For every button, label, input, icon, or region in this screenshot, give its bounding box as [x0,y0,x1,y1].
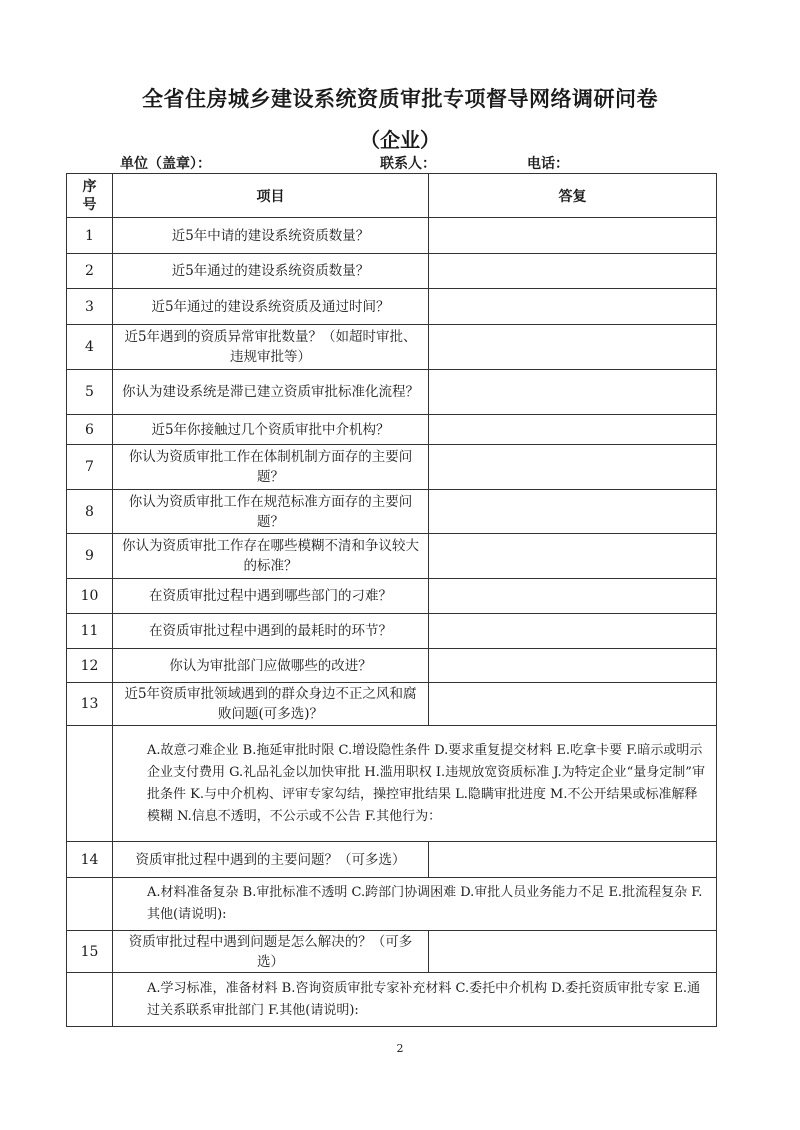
row-number: 15 [67,931,113,973]
table-row [67,490,717,534]
row-number: 9 [67,534,113,579]
row-number-empty [67,878,113,931]
table-row [67,534,717,579]
row-question: 在资质审批过程中遇到哪些部门的刁难？ [113,579,429,614]
table-row [67,289,717,325]
unit-label: 单位（盖章）： [120,156,211,172]
row-number: 3 [67,289,113,325]
row-question: 近5年中请的建设系统资质数量？ [113,218,429,254]
table-row [67,370,717,415]
row-question: 近5年遇到的资质异常审批数量？（如超时审批、违规审批等） [113,325,429,370]
row-question: 资质审批过程中遇到的主要问题？（可多选） [113,842,429,878]
row-question: 近5年通过的建设系统资质数量？ [113,254,429,289]
table-row [67,614,717,649]
answer-cell[interactable] [429,579,717,614]
row-question: 你认为建设系统是滞已建立资质审批标准化流程？ [113,370,429,415]
row-question: 近5年资质审批领域遇到的群众身边不正之风和腐败问题(可多选)？ [113,683,429,726]
header-answer: 答复 [429,174,717,218]
table-row [67,445,717,490]
row-question: 在资质审批过程中遇到的最耗时的环节？ [113,614,429,649]
answer-cell[interactable] [429,325,717,370]
row-question: 资质审批过程中遇到问题是怎么解决的？（可多选） [113,931,429,973]
contact-label: 联系人： [380,156,436,172]
answer-cell[interactable] [429,289,717,325]
row-question: 你认为审批部门应做哪些的改进？ [113,649,429,683]
row-question: 近5年你接触过几个资质审批中介机构？ [113,415,429,445]
answer-cell[interactable] [429,649,717,683]
header-no: 序号 [67,174,113,218]
row-question: 你认为资质审批工作存在哪些模糊不清和争议较大的标准？ [113,534,429,579]
options-row [67,973,717,1027]
survey-table [66,173,717,1027]
header-item: 项目 [113,174,429,218]
answer-cell[interactable] [429,254,717,289]
row-number: 14 [67,842,113,878]
row-number: 12 [67,649,113,683]
answer-cell[interactable] [429,683,717,726]
row-number: 6 [67,415,113,445]
table-row [67,415,717,445]
answer-cell[interactable] [429,534,717,579]
options-row [67,726,717,842]
table-row [67,325,717,370]
row-number: 4 [67,325,113,370]
row-number: 13 [67,683,113,726]
row-number: 8 [67,490,113,534]
row-question: 近5年通过的建设系统资质及通过时间？ [113,289,429,325]
table-row [67,931,717,973]
row-number-empty [67,726,113,842]
page-number: 2 [396,1042,404,1055]
table-row [67,649,717,683]
table-header-row [67,174,717,218]
row-number: 7 [67,445,113,490]
row-question: 你认为资质审批工作在规范标准方面存的主要问题？ [113,490,429,534]
table-row [67,218,717,254]
row-question: 你认为资质审批工作在体制机制方面存的主要问题？ [113,445,429,490]
table-row [67,683,717,726]
row-number: 10 [67,579,113,614]
answer-cell[interactable] [429,415,717,445]
table-row [67,842,717,878]
document-title: 全省住房城乡建设系统资质审批专项督导网络调研问卷 [142,87,658,111]
answer-cell[interactable] [429,614,717,649]
q14-options: A.材料准备复杂 B.审批标准不透明 C.跨部门协调困难 D.审批人员业务能力不足 E.批流程复杂 F.其他(请说明): [113,878,717,931]
phone-label: 电话： [527,156,569,172]
answer-cell[interactable] [429,218,717,254]
answer-cell[interactable] [429,842,717,878]
row-number-empty [67,973,113,1027]
q13-options: A.故意刁难企业 B.拖延审批时限 C.增设隐性条件 D.要求重复提交材料 E.吃拿卡要 F.暗示或明示企业支付费用 G.礼品礼金以加快审批 H.滥用职权 I.违规放宽资质标准 J.为特定企业“量身定制”审批条件 K.与中介机构、评审专家勾结，操控审批结果 L.隐瞒审批进度 M.不公开结果或标准解释模糊 N.信息不透明，不公示或不公告 F.其他行为： [113,726,717,842]
row-number: 11 [67,614,113,649]
q15-options: A.学习标准，准备材料 B.咨询资质审批专家补充材料 C.委托中介机构 D.委托资质审批专家 E.通过关系联系审批部门 F.其他(请说明): [113,973,717,1027]
answer-cell[interactable] [429,370,717,415]
answer-cell[interactable] [429,490,717,534]
options-row [67,878,717,931]
answer-cell[interactable] [429,931,717,973]
row-number: 1 [67,218,113,254]
row-number: 2 [67,254,113,289]
table-row [67,254,717,289]
row-number: 5 [67,370,113,415]
document-subtitle: （企业） [360,128,440,152]
table-row [67,579,717,614]
answer-cell[interactable] [429,445,717,490]
